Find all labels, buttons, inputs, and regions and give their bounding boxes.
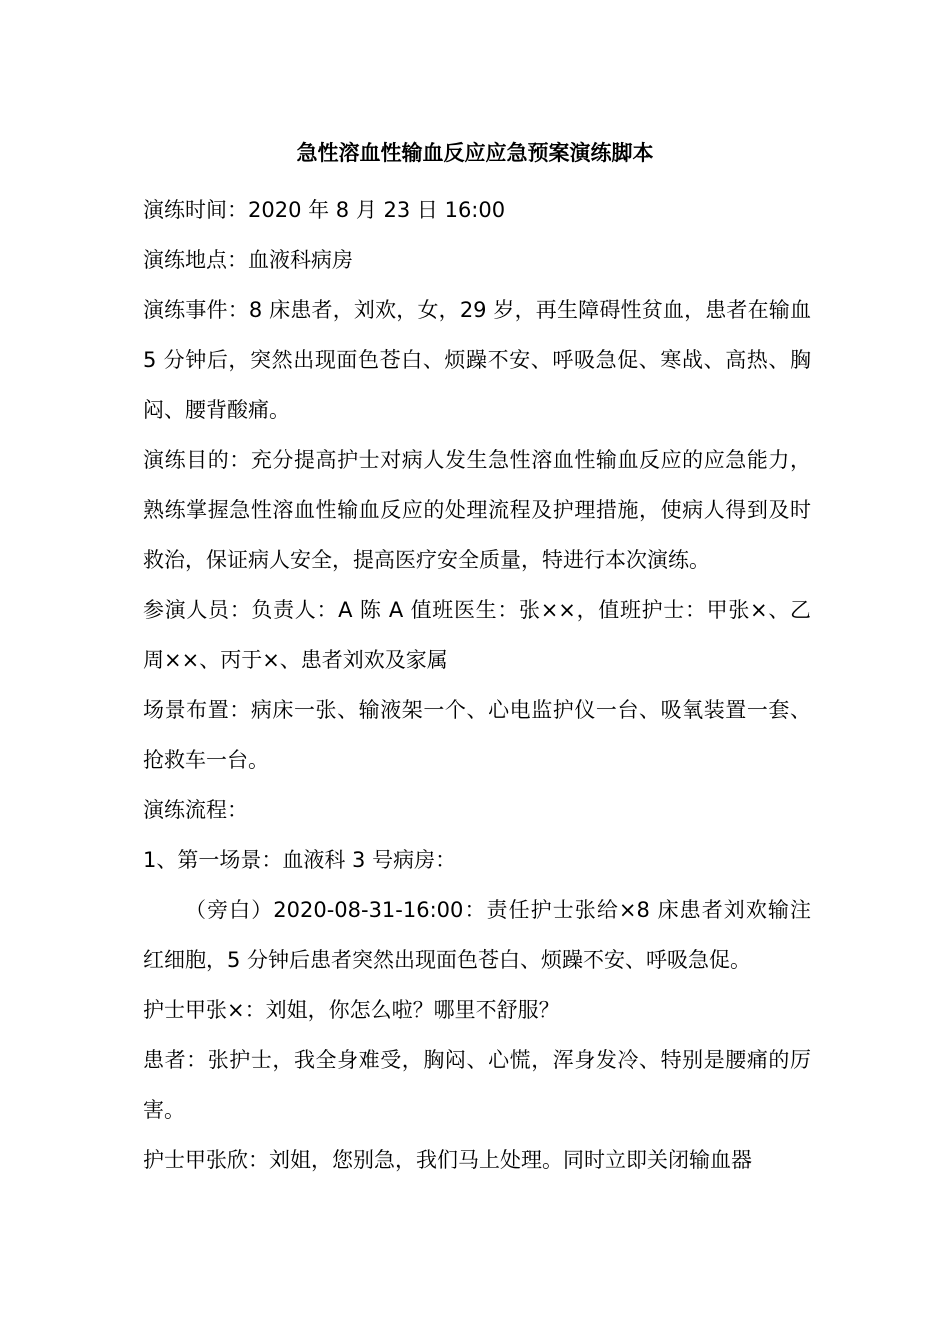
- drill-event-paragraph: 演练事件：8 床患者，刘欢，女，29 岁，再生障碍性贫血，患者在输血 5 分钟后，突然出现面色苍白、烦躁不安、呼吸急促、寒战、高热、胸闷、腰背酸痛。: [143, 298, 811, 422]
- dialogue-nurse-response-line: 护士甲张欣：刘姐，您别急，我们马上处理。同时立即关闭输血器: [143, 1148, 752, 1172]
- drill-process-heading: 演练流程：: [143, 798, 248, 822]
- drill-location-line: 演练地点：血液科病房: [143, 248, 353, 272]
- drill-purpose-paragraph: 演练目的：充分提高护士对病人发生急性溶血性输血反应的应急能力，熟练掌握急性溶血性输血反应的处理流程及护理措施，使病人得到及时救治，保证病人安全，提高医疗安全质量，特进行本次演练。: [143, 448, 811, 572]
- dialogue-patient-line: 患者：张护士，我全身难受，胸闷、心慌，浑身发冷、特别是腰痛的厉害。: [143, 1048, 811, 1122]
- narration-paragraph: （旁白）2020-08-31-16:00：责任护士张给×8 床患者刘欢输注红细胞，5 分钟后患者突然出现面色苍白、烦躁不安、呼吸急促。: [143, 898, 811, 972]
- document-body: [143, 185, 811, 1185]
- participants-paragraph: 参演人员：负责人：A 陈 A 值班医生：张××，值班护士：甲张×、乙周××、丙于×、患者刘欢及家属: [143, 598, 811, 672]
- scene-one-heading: 1、第一场景：血液科 3 号病房：: [143, 848, 457, 872]
- scene-setup-paragraph: 场景布置：病床一张、输液架一个、心电监护仪一台、吸氧装置一套、抢救车一台。: [143, 698, 811, 772]
- dialogue-nurse-line: 护士甲张×：刘姐，你怎么啦？哪里不舒服？: [143, 998, 560, 1022]
- drill-time-line: 演练时间：2020 年 8 月 23 日 16:00: [143, 198, 506, 222]
- document-title: 急性溶血性输血反应应急预案演练脚本: [296, 141, 654, 165]
